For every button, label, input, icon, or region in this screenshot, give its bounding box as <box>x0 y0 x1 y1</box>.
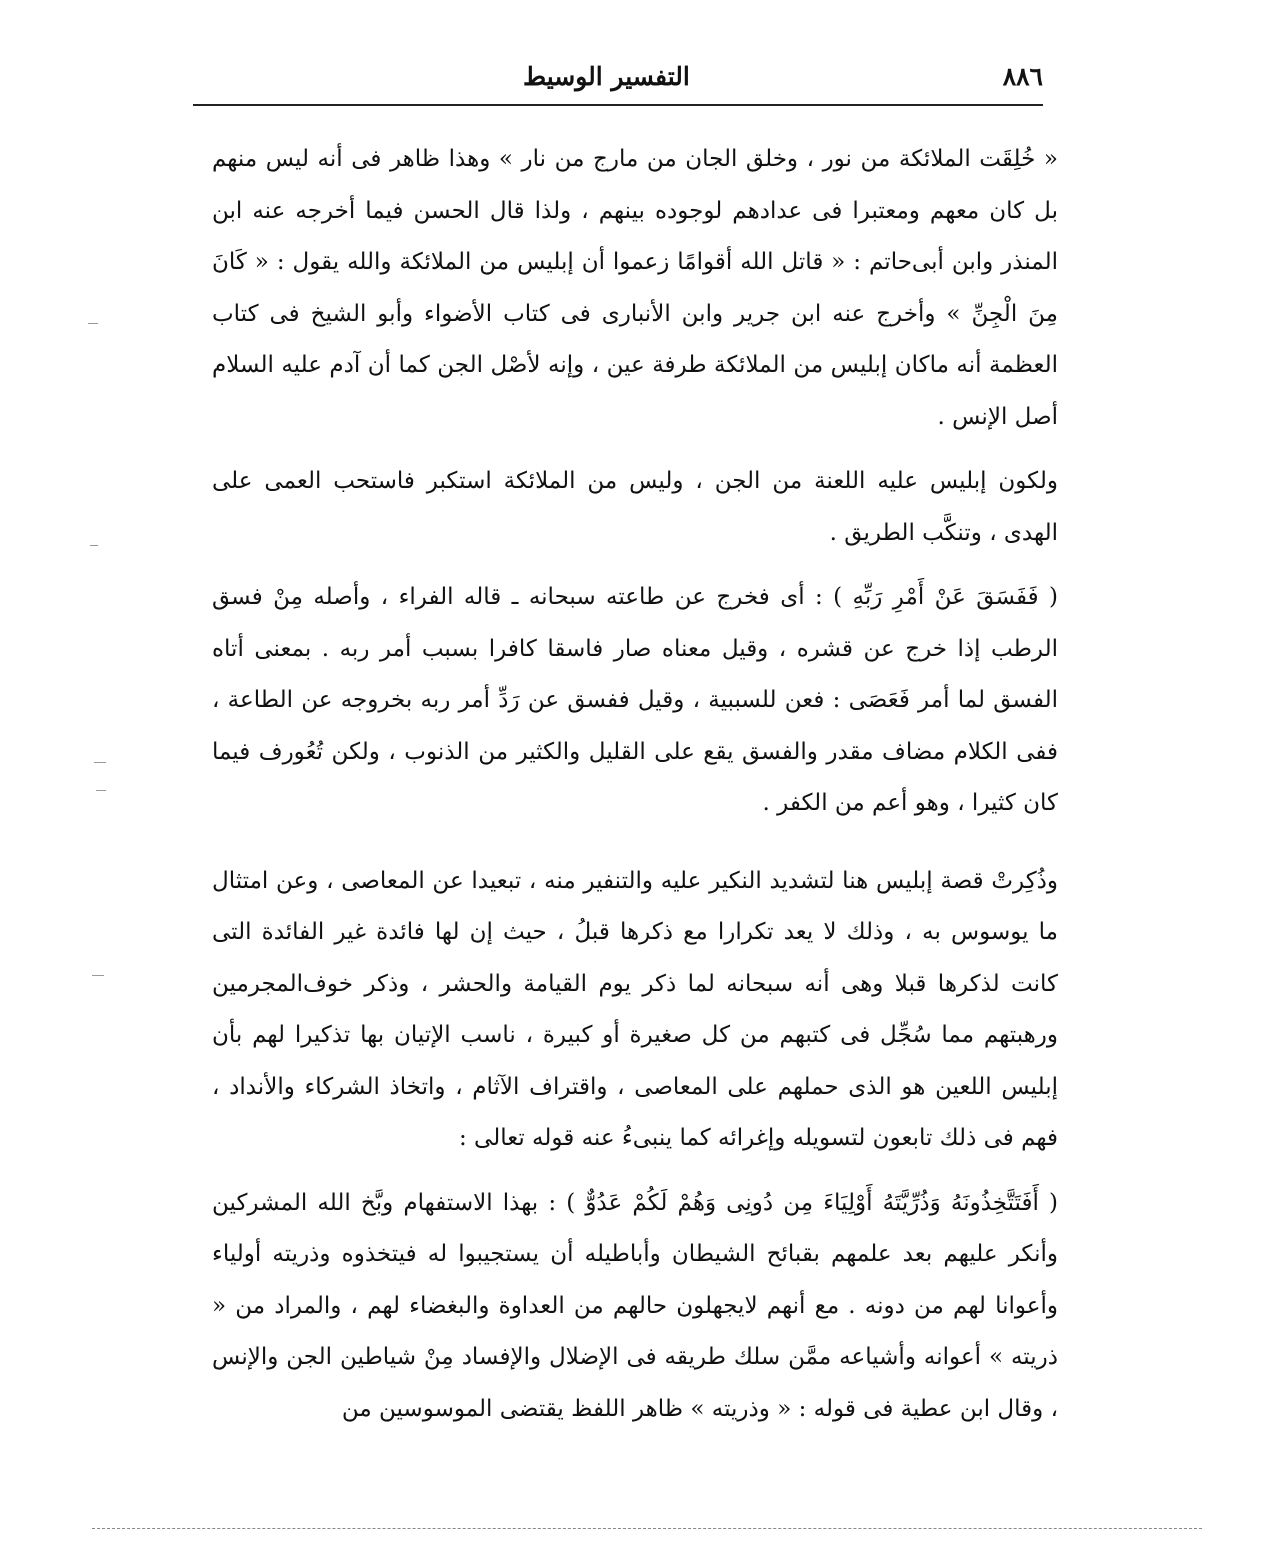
paragraph-gap <box>212 443 1058 456</box>
paragraph-5: ( أَفَتَتَّخِذُونَهُ وَذُرِّيَّتَهُ أَوْلِيَاءَ مِن دُونِى وَهُمْ لَكُمْ عَدُوٌّ ) : بهذا الاستفهام وبَّخ الله المشركين وأنكر عليهم بعد علمهم بقبائح الشيطان وأباطيله أن يستجيبوا له فيتخذوه وذريته أولياء وأعوانا لهم من دونه . مع أنهم لايجهلون حالهم من العداوة والبغضاء لهم ، والمراد من « ذريته » أعوانه وأشياعه ممَّن سلك طريقه فى الإضلال والإفساد مِنْ شياطين الجن والإنس ، وقال ابن عطية فى قوله : « وذريته » ظاهر اللفظ يقتضى الموسوسين من <box>212 1189 1058 1422</box>
running-title: التفسير الوسيط <box>523 62 690 91</box>
page-body <box>212 134 1058 1435</box>
page-number: ٨٨٦ <box>1002 62 1043 91</box>
margin-mark <box>88 323 98 324</box>
header-rule <box>193 104 1043 106</box>
paragraph-gap <box>212 1165 1058 1178</box>
page-header <box>193 62 1043 102</box>
margin-mark <box>90 545 98 546</box>
paragraph-3: ( فَفَسَقَ عَنْ أَمْرِ رَبِّهِ ) : أى فخرج عن طاعته سبحانه ـ قاله الفراء ، وأصله مِنْ فسق الرطب إذا خرج عن قشره ، وقيل معناه صار فاسقا كافرا بسبب أمر ربه . بمعنى أتاه الفسق لما أمر فَعَصَى : فعن للسببية ، وقيل ففسق عن رَدِّ أمر ربه بخروجه عن الطاعة ، ففى الكلام مضاف مقدر والفسق يقع على القليل والكثير من الذنوب ، ولكن تُعُورف فيما كان كثيرا ، وهو أعم من الكفر . <box>212 584 1058 816</box>
margin-mark <box>96 790 106 791</box>
footer-rule <box>92 1528 1202 1529</box>
paragraph-4: وذُكِرتْ قصة إبليس هنا لتشديد النكير عليه والتنفير منه ، تبعيدا عن المعاصى ، وعن امتثال ما يوسوس به ، وذلك لا يعد تكرارا مع ذكرها قبلُ ، حيث إن لها فائدة غير الفائدة التى كانت لذكرها قبلا وهى أنه سبحانه لما ذكر يوم القيامة والحشر ، وذكر خوف‌المجرمين ورهبتهم مما سُجِّل فى كتبهم من كل صغيرة أو كبيرة ، ناسب الإتيان بها تذكيرا لهم بأن إبليس اللعين هو الذى حملهم على المعاصى ، واقتراف الآثام ، واتخاذ الشركاء والأنداد ، فهم فى ذلك تابعون لتسويله وإغرائه كما ينبىءُ عنه قوله تعالى : <box>212 867 1058 1151</box>
paragraph-1: « خُلِقَت الملائكة من نور ، وخلق الجان من مارج من نار » وهذا ظاهر فى أنه ليس منهم بل كان معهم ومعتبرا فى عدادهم لوجوده بينهم ، ولذا قال الحسن فيما أخرجه عنه ابن المنذر وابن أبى‌حاتم : « قاتل الله أقوامًا زعموا أن إبليس من الملائكة والله يقول : « كَانَ مِنَ الْجِنِّ » وأخرج عنه ابن جرير وابن الأنبارى فى كتاب الأضواء وأبو الشيخ فى كتاب العظمة أنه ماكان إبليس من الملائكة طرفة عين ، وإنه لأصْل الجن كما أن آدم عليه السلام أصل الإنس . <box>212 146 1058 430</box>
paragraph-2: ولكون إبليس عليه اللعنة من الجن ، وليس من الملائكة استكبر فاستحب العمى على الهدى ، وتنكَّب الطريق . <box>212 468 1058 546</box>
paragraph-gap <box>212 830 1058 856</box>
margin-mark <box>94 762 106 763</box>
margin-mark <box>92 975 104 976</box>
paragraph-gap <box>212 559 1058 572</box>
